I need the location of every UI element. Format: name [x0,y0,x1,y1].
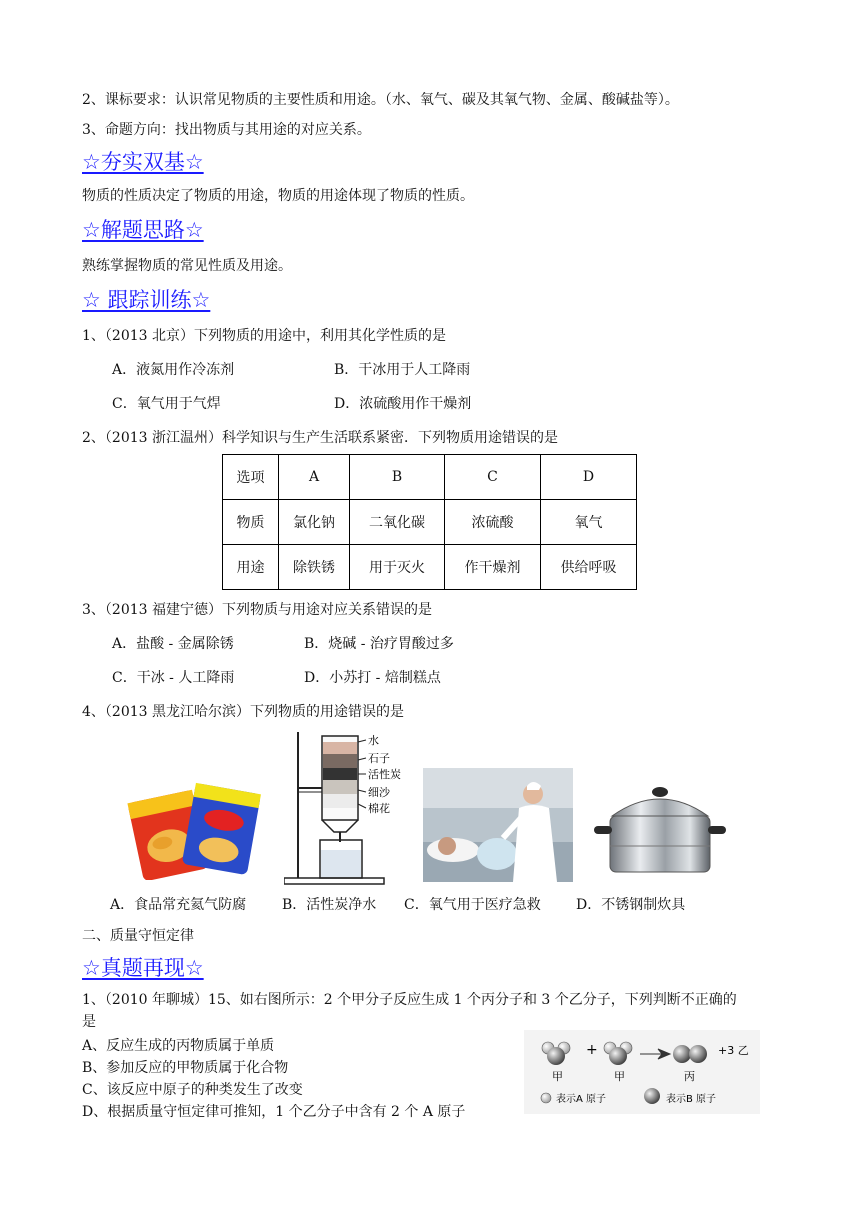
filter-label-water: 水 [368,734,379,747]
filter-label-cotton: 棉花 [368,802,390,815]
filter-label-stone: 石子 [368,752,390,765]
table-row [223,455,637,500]
legend-atom-b: 表示B 原子 [666,1094,717,1105]
table-cell: 用于灭火 [350,545,445,590]
question-3-stem: 3、（2013 福建宁德）下列物质与用途对应关系错误的是 [82,602,432,618]
question-4-option-d: D．不锈钢制炊具 [576,897,686,913]
table-cell: 氧气 [541,500,637,545]
question-1-stem: 1、（2013 北京）下列物质的用途中，利用其化学性质的是 [82,328,446,344]
legend-atom-a: 表示A 原子 [556,1094,607,1105]
question-3-option-c: C．干冰 - 人工降雨 [112,670,235,686]
section-heading-real-questions: ☆真题再现☆ [82,956,204,980]
table-cell: C [445,455,541,500]
table-cell: 用途 [223,545,279,590]
table-cell: D [541,455,637,500]
plus-sign: + [586,1042,598,1058]
intro-requirement: 2、课标要求：认识常见物质的主要性质和用途。（水、氧气、碳及其氧气物、金属、酸碱盐等）。 [82,92,679,108]
table-cell: B [350,455,445,500]
question-5-option-a: A、反应生成的丙物质属于单质 [82,1038,275,1054]
table-cell: 物质 [223,500,279,545]
section-basics-text: 物质的性质决定了物质的用途，物质的用途体现了物质的性质。 [82,188,474,204]
question-1-option-c: C．氧气用于气焊 [112,396,221,412]
filter-label-carbon: 活性炭 [368,768,401,781]
question-4-stem: 4、（2013 黑龙江哈尔滨）下列物质的用途错误的是 [82,704,404,720]
question-5-stem-continued: 是 [82,1014,96,1030]
water-filter-apparatus-image [284,728,414,888]
section-heading-basics: ☆夯实双基☆ [82,150,204,174]
question-5-stem: 1、（2010 年聊城）15、如右图所示：2 个甲分子反应生成 1 个丙分子和 3 个乙分子，下列判断不正确的 [82,992,737,1008]
table-cell: 氯化钠 [279,500,350,545]
section-heading-approach: ☆解题思路☆ [82,218,204,242]
molecule-reaction-diagram [524,1030,760,1114]
table-cell: A [279,455,350,500]
question-4-option-b: B．活性炭净水 [282,897,377,913]
question-2-stem: 2、（2013 浙江温州）科学知识与生产生活联系紧密．下列物质用途错误的是 [82,430,558,446]
section-approach-text: 熟练掌握物质的常见性质及用途。 [82,258,292,274]
table-cell: 选项 [223,455,279,500]
question-1-option-d: D．浓硫酸用作干燥剂 [334,396,472,412]
question-3-option-b: B．烧碱 - 治疗胃酸过多 [304,636,454,652]
stainless-steel-pot-image [590,776,730,880]
table-cell: 除铁锈 [279,545,350,590]
question-1-option-a: A．液氮用作冷冻剂 [112,362,235,378]
table-cell: 作干燥剂 [445,545,541,590]
section-heading-practice: ☆ 跟踪训练☆ [82,288,211,312]
question-1-option-b: B．干冰用于人工降雨 [334,362,471,378]
filter-label-sand: 细沙 [368,786,390,799]
question-3-option-d: D．小苏打 - 焙制糕点 [304,670,441,686]
table-cell: 浓硫酸 [445,500,541,545]
product-yi-label: +3 乙 [718,1044,749,1057]
medical-oxygen-image [423,768,573,882]
table-cell: 供给呼吸 [541,545,637,590]
question-4-option-a: A．食品常充氦气防腐 [110,897,247,913]
product-bing-label: 丙 [684,1070,695,1083]
question-3-option-a: A．盐酸 - 金属除锈 [112,636,234,652]
table-cell: 二氧化碳 [350,500,445,545]
question-2-table [222,454,637,590]
part-2-title: 二、质量守恒定律 [82,928,194,944]
reactant-jia-label: 甲 [614,1070,625,1083]
reactant-jia-label: 甲 [552,1070,563,1083]
question-5-option-b: B、参加反应的甲物质属于化合物 [82,1060,289,1076]
table-row [223,500,637,545]
snack-bags-image [126,776,262,880]
question-5-option-d: D、根据质量守恒定律可推知，1 个乙分子中含有 2 个 A 原子 [82,1104,466,1120]
question-4-option-c: C．氧气用于医疗急救 [404,897,541,913]
question-5-option-c: C、该反应中原子的种类发生了改变 [82,1082,303,1098]
table-row [223,545,637,590]
intro-direction: 3、命题方向：找出物质与其用途的对应关系。 [82,122,371,138]
